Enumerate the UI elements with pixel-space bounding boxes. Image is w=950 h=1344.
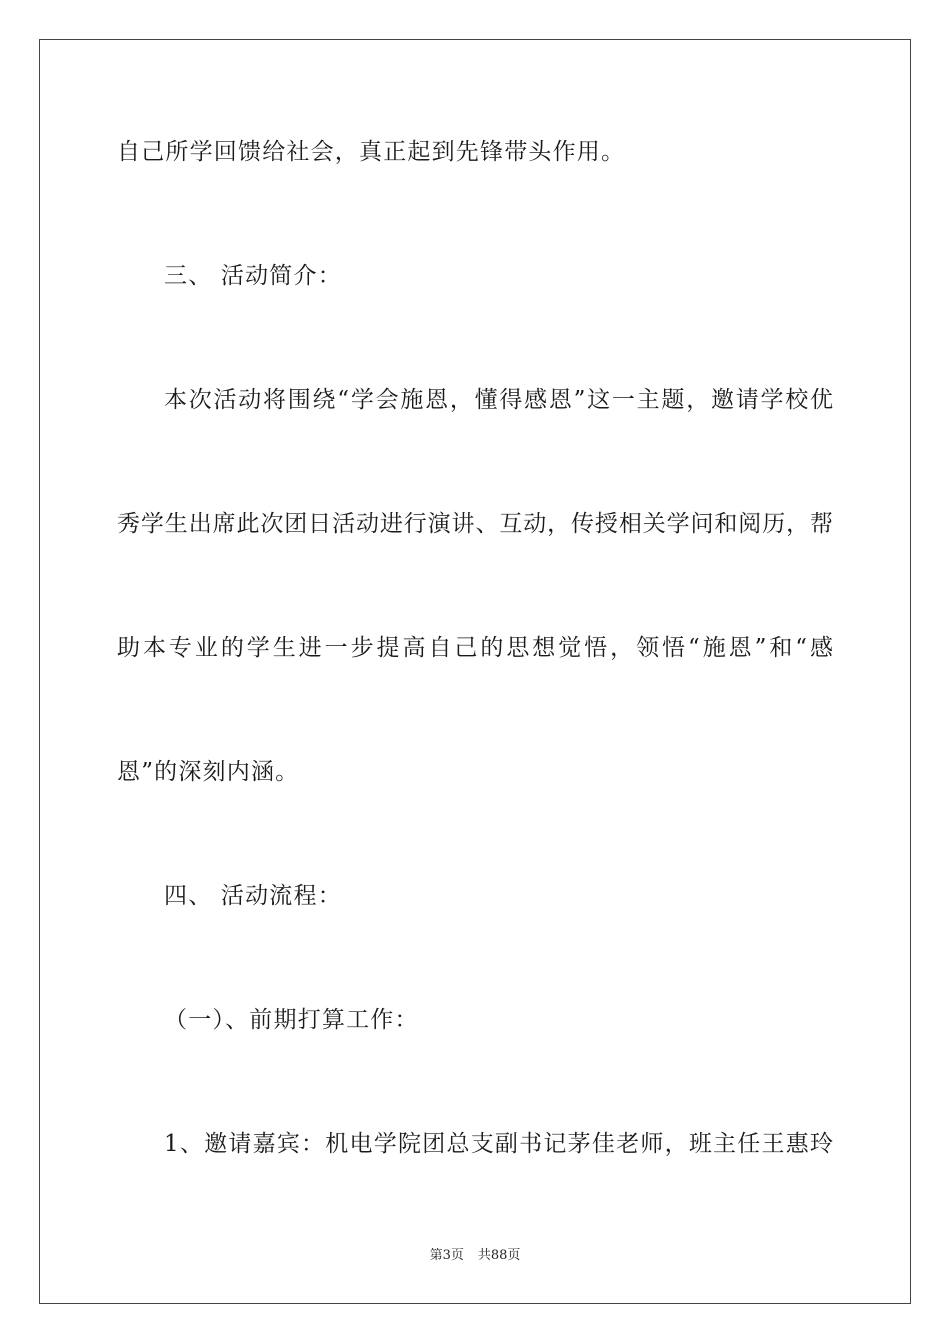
total-pages: 共88页	[477, 1248, 521, 1263]
body-text-line: 秀学生出席此次团日活动进行演讲、互动，传授相关学问和阅历，帮	[117, 511, 833, 537]
page-frame	[39, 39, 911, 1304]
page-number: 第3页	[429, 1248, 464, 1263]
body-text-line: 1、邀请嘉宾：机电学院团总支副书记茅佳老师，班主任王惠玲	[164, 1131, 833, 1157]
subsection-heading: （一）、前期打算工作：	[164, 1007, 419, 1033]
section-heading: 三、 活动简介：	[164, 263, 342, 289]
body-text-line: 本次活动将围绕“学会施恩，懂得感恩”这一主题，邀请学校优	[164, 387, 833, 413]
body-text-line: 自己所学回馈给社会，真正起到先锋带头作用。	[117, 139, 626, 165]
page-footer	[0, 1247, 950, 1265]
body-text-line: 助本专业的学生进一步提高自己的思想觉悟，领悟“施恩”和“感	[117, 635, 833, 661]
section-heading: 四、 活动流程：	[164, 883, 342, 909]
body-text-line: 恩”的深刻内涵。	[117, 759, 300, 785]
